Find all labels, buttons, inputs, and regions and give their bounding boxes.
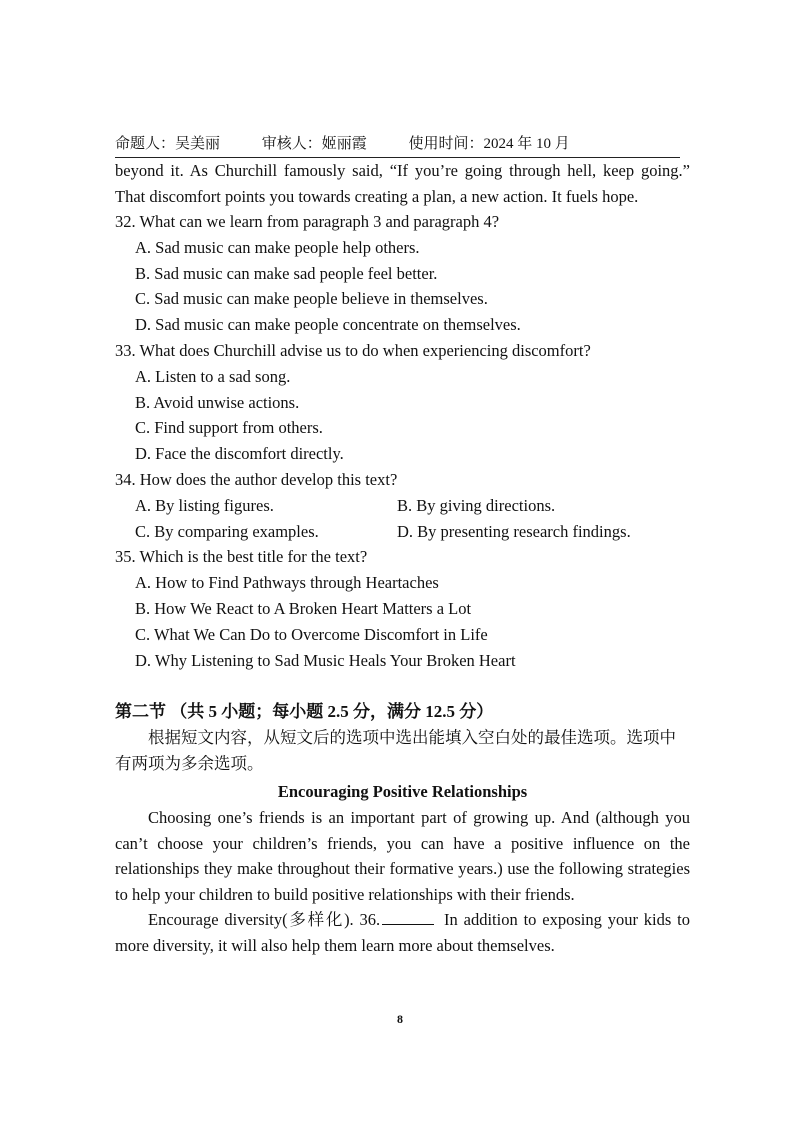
page-header — [115, 132, 680, 158]
option-a: A. Listen to a sad song. — [135, 366, 291, 386]
option-a: A. How to Find Pathways through Heartaches — [135, 573, 439, 593]
option-d: D. Face the discomfort directly. — [135, 444, 344, 464]
option-b: B. How We React to A Broken Heart Matters a Lot — [135, 598, 472, 618]
option-a: A. By listing figures. — [135, 495, 274, 515]
passage-end-paragraph: beyond it. As Churchill famously said, “If you’re going through hell, keep going.” That discomfort points you towards creating a plan, a new action. It fuels hope. — [115, 161, 690, 206]
option-b: B. By giving directions. — [397, 495, 556, 515]
option-a: A. Sad music can make people help others. — [135, 237, 420, 257]
passage-title: Encouraging Positive Relationships — [277, 782, 528, 802]
question-stem: 34. How does the author develop this text? — [115, 469, 398, 489]
paragraph-2-start: Encourage diversity(多样化). 36. — [148, 910, 381, 930]
passage-paragraph-2 — [115, 907, 690, 958]
option-row — [135, 493, 690, 519]
page-body — [115, 158, 690, 958]
question-35 — [115, 544, 690, 673]
question-stem: 33. What does Churchill advise us to do when experiencing discomfort? — [115, 340, 591, 360]
answer-blank-36 — [382, 910, 434, 925]
option-c: C. Sad music can make people believe in themselves. — [135, 289, 488, 309]
question-34 — [115, 467, 690, 544]
question-stem: 35. Which is the best title for the text? — [115, 547, 368, 567]
option-c: C. What We Can Do to Overcome Discomfort in Life — [135, 624, 488, 644]
option-row — [135, 519, 690, 545]
section-title: 第二节 （共 5 小题；每小题 2.5 分，满分 12.5 分） — [115, 702, 494, 722]
passage-paragraph-1: Choosing one’s friends is an important part of growing up. And (although you can’t choose your children’s friends, you can have a positive influence on the relationships they make throughout their formative years.) use the following strategies to help your children to build positive relationships with their friends. — [115, 808, 690, 904]
option-c: C. By comparing examples. — [135, 521, 319, 541]
option-d: D. By presenting research findings. — [397, 521, 631, 541]
header-author: 命题人：吴美丽 — [115, 136, 221, 152]
option-c: C. Find support from others. — [135, 418, 323, 438]
section-instruction: 根据短文内容，从短文后的选项中选出能填入空白处的最佳选项。选项中有两项为多余选项。 — [115, 728, 676, 774]
header-reviewer: 审核人：姬丽霞 — [261, 136, 367, 152]
option-d: D. Why Listening to Sad Music Heals Your Broken Heart — [135, 650, 516, 670]
question-33 — [115, 338, 690, 467]
header-date: 使用时间：2024 年 10 月 — [408, 136, 570, 152]
option-b: B. Sad music can make sad people feel better. — [135, 263, 438, 283]
question-stem: 32. What can we learn from paragraph 3 and paragraph 4? — [115, 212, 500, 231]
option-b: B. Avoid unwise actions. — [135, 392, 300, 412]
option-d: D. Sad music can make people concentrate on themselves. — [135, 315, 521, 335]
question-32 — [115, 209, 690, 338]
page-number: 8 — [397, 1012, 403, 1026]
paragraph-2-end: In addition to exposing your kids to more diversity, it will also help them learn more about themselves. — [115, 910, 690, 955]
